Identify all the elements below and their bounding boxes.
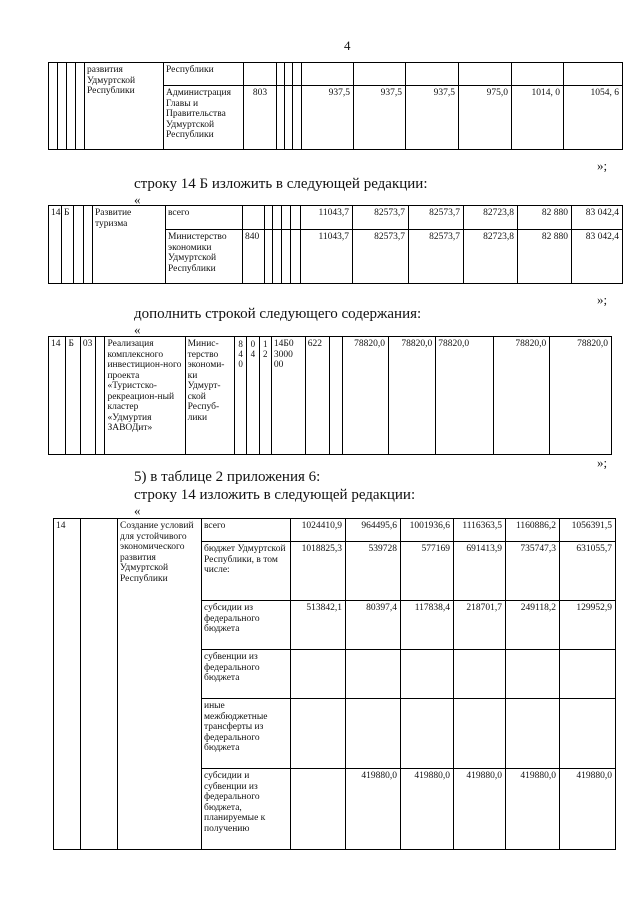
value-cell: 1054, 6 xyxy=(564,86,623,150)
value-cell: 78820,0 xyxy=(388,337,435,455)
value-cell xyxy=(346,699,401,769)
row-number: 14 xyxy=(49,337,66,455)
row-sub: Б xyxy=(62,206,74,284)
value-cell: 691413,9 xyxy=(454,542,506,601)
value-cell xyxy=(560,650,616,699)
executor-cell: Администрация Главы и Правительства Удмуртской Республики xyxy=(164,86,244,150)
value-cell xyxy=(506,699,560,769)
value-cell: 82723,8 xyxy=(464,206,518,230)
value-cell xyxy=(346,650,401,699)
value-cell xyxy=(560,699,616,769)
value-cell: 78820,0 xyxy=(342,337,388,455)
name-cell: Реализация комплексного инвестицион-ного проекта «Туристско-рекреацион-ный кластер «Удмуртия ЗАВОДит» xyxy=(105,337,185,455)
value-cell: 82573,7 xyxy=(409,206,464,230)
value-cell xyxy=(454,699,506,769)
paragraph: строку 14 Б изложить в следующей редакции: xyxy=(134,176,428,192)
value-cell: 1001936,6 xyxy=(401,519,454,542)
value-cell: 83 042,4 xyxy=(572,230,623,284)
value-cell: 735747,3 xyxy=(506,542,560,601)
source-label: субвенции из федерального бюджета xyxy=(202,650,291,699)
value-cell xyxy=(291,650,346,699)
page-number: 4 xyxy=(344,38,351,53)
value-cell: 11043,7 xyxy=(301,230,353,284)
value-cell: 78820,0 xyxy=(493,337,550,455)
value-cell xyxy=(401,650,454,699)
source-label: субсидии из федерального бюджета xyxy=(202,601,291,650)
value-cell: 631055,7 xyxy=(560,542,616,601)
table-14b xyxy=(48,205,623,284)
vr-cell: 622 xyxy=(305,337,330,455)
value-cell: 937,5 xyxy=(406,86,459,150)
value-cell: 419880,0 xyxy=(506,769,560,850)
value-cell: 78820,0 xyxy=(550,337,612,455)
value-cell: 129952,9 xyxy=(560,601,616,650)
value-cell: 964495,6 xyxy=(346,519,401,542)
closing-quote: »; xyxy=(597,455,608,470)
value-cell: 82573,7 xyxy=(409,230,464,284)
value-cell: 78820,0 xyxy=(436,337,494,455)
closing-quote: »; xyxy=(597,158,608,173)
value-cell: 975,0 xyxy=(459,86,512,150)
opening-quote: « xyxy=(134,322,141,337)
value-cell: 82573,7 xyxy=(353,206,409,230)
code-cell: 8 4 0 xyxy=(234,337,246,455)
value-cell: 419880,0 xyxy=(346,769,401,850)
row-number: 14 xyxy=(54,519,81,850)
value-cell: 82 880 xyxy=(518,230,572,284)
value-cell: 82 880 xyxy=(518,206,572,230)
closing-quote: »; xyxy=(597,292,608,307)
paragraph: строку 14 изложить в следующей редакции: xyxy=(134,487,416,503)
value-cell xyxy=(291,699,346,769)
value-cell: 1056391,5 xyxy=(560,519,616,542)
table-14b-03 xyxy=(48,336,612,455)
value-cell xyxy=(291,769,346,850)
value-cell: 80397,4 xyxy=(346,601,401,650)
code-cell: 1 2 xyxy=(259,337,271,455)
row-sub: Б xyxy=(66,337,80,455)
value-cell: 82573,7 xyxy=(353,230,409,284)
executor-cell: Министерство экономики Удмуртской Республики xyxy=(166,230,243,284)
value-cell xyxy=(506,650,560,699)
source-label: субсидии и субвенции из федерального бюджета, планируемые к получению xyxy=(202,769,291,850)
value-cell: 577169 xyxy=(401,542,454,601)
value-cell: 117838,4 xyxy=(401,601,454,650)
executor-cell: всего xyxy=(166,206,243,230)
source-label: бюджет Удмуртской Республики, в том числе: xyxy=(202,542,291,601)
code-cell: 840 xyxy=(243,230,265,284)
value-cell: 1160886,2 xyxy=(506,519,560,542)
value-cell: 83 042,4 xyxy=(572,206,623,230)
paragraph: дополнить строкой следующего содержания: xyxy=(134,306,422,322)
value-cell: 218701,7 xyxy=(454,601,506,650)
code-cell: 803 xyxy=(244,86,277,150)
value-cell: 11043,7 xyxy=(301,206,353,230)
row-number: 14 xyxy=(49,206,62,284)
value-cell xyxy=(401,699,454,769)
executor-cell: Республики xyxy=(164,63,244,86)
value-cell: 513842,1 xyxy=(291,601,346,650)
value-cell: 1018825,3 xyxy=(291,542,346,601)
value-cell: 1014, 0 xyxy=(512,86,564,150)
csr-cell: 14Б0 3000 00 xyxy=(271,337,305,455)
value-cell: 82723,8 xyxy=(464,230,518,284)
paragraph: 5) в таблице 2 приложения 6: xyxy=(134,469,321,485)
value-cell: 937,5 xyxy=(302,86,354,150)
source-label: иные межбюджетные трансферты из федерального бюджета xyxy=(202,699,291,769)
table-continuation xyxy=(48,62,623,150)
value-cell: 419880,0 xyxy=(454,769,506,850)
value-cell: 937,5 xyxy=(354,86,406,150)
table-14 xyxy=(53,518,616,850)
opening-quote: « xyxy=(134,503,141,518)
executor-cell: Минис-терство экономи-ки Удмурт-ской Респуб-лики xyxy=(185,337,234,455)
source-label: всего xyxy=(202,519,291,542)
subject-cell: развития Удмуртской Республики xyxy=(85,63,164,150)
value-cell: 419880,0 xyxy=(401,769,454,850)
row-sub2: 03 xyxy=(80,337,95,455)
value-cell: 1024410,9 xyxy=(291,519,346,542)
code-cell: 0 4 xyxy=(247,337,259,455)
value-cell: 249118,2 xyxy=(506,601,560,650)
value-cell xyxy=(454,650,506,699)
name-cell: Развитие туризма xyxy=(93,206,166,284)
value-cell: 1116363,5 xyxy=(454,519,506,542)
opening-quote: « xyxy=(134,192,141,207)
name-cell: Создание условий для устойчивого экономического развития Удмуртской Республики xyxy=(118,519,202,850)
value-cell: 419880,0 xyxy=(560,769,616,850)
value-cell: 539728 xyxy=(346,542,401,601)
